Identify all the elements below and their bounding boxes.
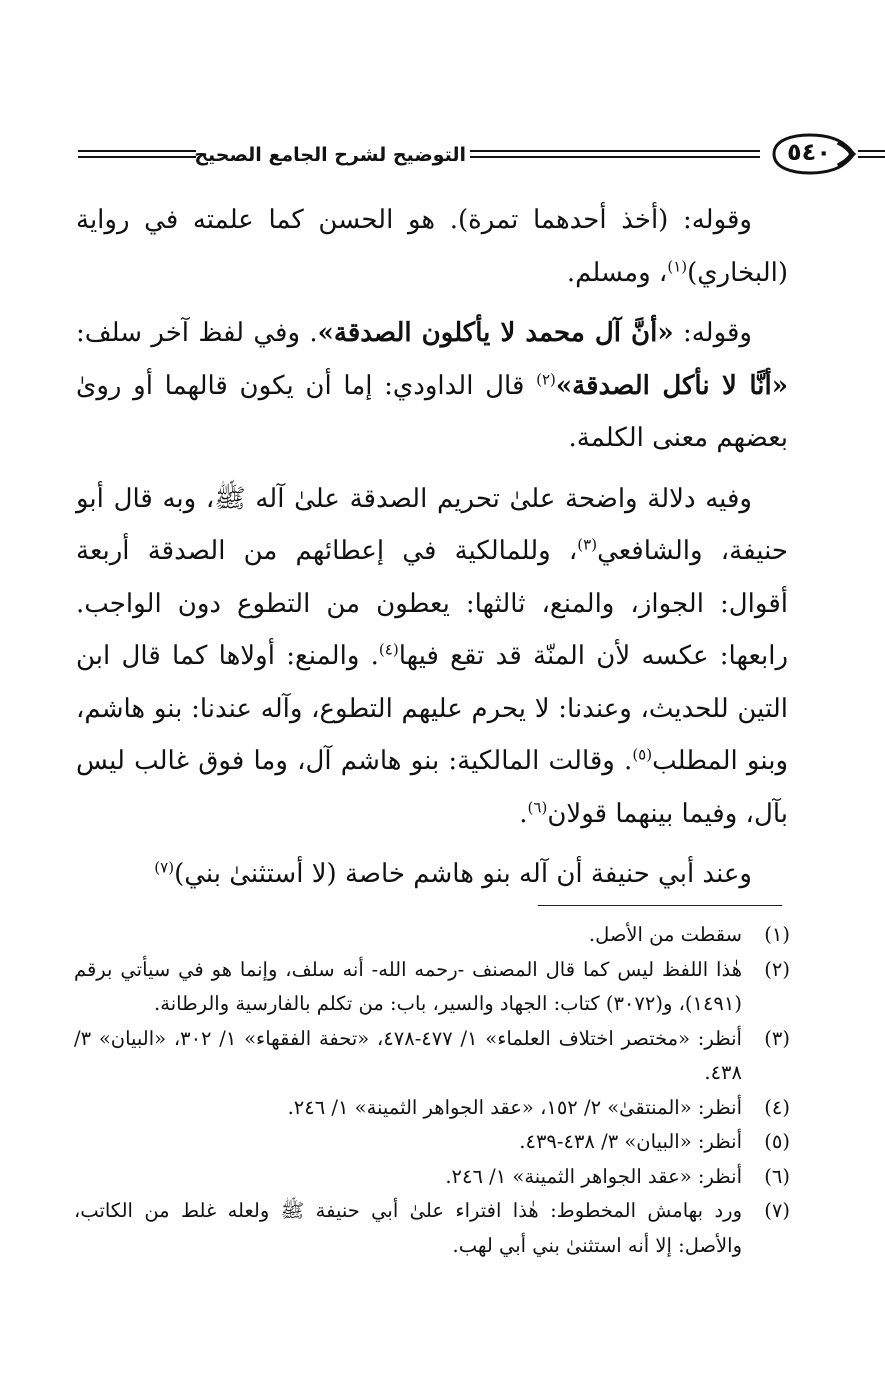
footnotes	[74, 918, 790, 1263]
footnote-marker: (٤)	[378, 640, 399, 659]
footnote-number: (١)	[764, 923, 790, 946]
footnote-marker: (١)	[667, 256, 688, 275]
header-rule	[470, 150, 760, 152]
footnote-text: ورد بهامش المخطوط: هٰذا افتراء علىٰ أبي حنيفة ﷺ ولعله غلط من الكاتب، والأصل: إلا أنه استثنىٰ بني أبي لهب.	[74, 1199, 742, 1257]
footnote-number: (٧)	[764, 1199, 790, 1222]
text-run: ، وللمالكية في إعطائهم من الصدقة أربعة أقوال: الجواز، والمنع، ثالثها: يعطون من التطوع دون الواجب. رابعها: عكسه لأن المنّة قد تقع فيها	[76, 536, 788, 671]
footnote	[74, 1125, 790, 1160]
footnote-number: (٥)	[764, 1130, 790, 1153]
text-run: . وفي لفظ آخر سلف:	[76, 318, 318, 348]
main-text	[76, 194, 788, 901]
footnote-number: (٣)	[764, 1026, 790, 1050]
footnote	[74, 1194, 790, 1263]
footnote-text: سقطت من الأصل.	[588, 923, 742, 946]
page-header	[72, 128, 831, 190]
header-rule	[470, 156, 760, 158]
footnote	[74, 918, 790, 953]
footnote-marker: (٥)	[632, 745, 653, 764]
footnote	[74, 1091, 790, 1126]
footnote-marker: (٣)	[577, 535, 598, 554]
text-run: وقوله:	[673, 318, 752, 348]
header-rule	[78, 156, 196, 158]
text-run: . وقالت المالكية: بنو هاشم آل، وما فوق غالب ليس بآل، وفيما بينهما قولان	[76, 746, 788, 829]
header-rule	[858, 150, 885, 152]
footnote-text: أنظر: «البيان» ٣/ ٤٣٨-٤٣٩.	[519, 1130, 742, 1153]
footnote-text: أنظر: «المنتقىٰ» ٢/ ١٥٢، «عقد الجواهر الثمينة» ١/ ٢٤٦.	[287, 1095, 742, 1119]
footnote-number: (٢)	[764, 957, 790, 981]
hadith-quote: «أنَّ آل محمد لا يأكلون الصدقة»	[317, 318, 674, 348]
paragraph-4	[76, 848, 788, 901]
footnote-marker: (٦)	[527, 797, 548, 816]
footnote	[74, 1160, 790, 1195]
page-number-frame	[762, 132, 856, 176]
text-run: وقوله: (أخذ أحدهما تمرة). هو الحسن كما علمته في رواية (البخاري)	[76, 205, 788, 288]
footnote-text: أنظر: «مختصر اختلاف العلماء» ١/ ٤٧٧-٤٧٨، «تحفة الفقهاء» ١/ ٣٠٢، «البيان» ٣/ ٤٣٨.	[74, 1026, 742, 1084]
footnote-separator	[538, 905, 782, 906]
footnote-marker: (٢)	[536, 369, 556, 388]
text-run: ، ومسلم.	[566, 257, 668, 288]
page-number: ٥٤٠	[787, 138, 831, 166]
footnote-number: (٦)	[764, 1164, 790, 1188]
footnote-number: (٤)	[764, 1095, 790, 1119]
header-rule	[858, 156, 885, 158]
paragraph-1	[76, 194, 788, 299]
paragraph-3	[76, 473, 788, 841]
header-rule	[78, 150, 196, 152]
footnote-text: هٰذا اللفظ ليس كما قال المصنف -رحمه الله- أنه سلف، وإنما هو في سيأتي برقم (١٤٩١)، و(٣٠٧٢) كتاب: الجهاد والسير، باب: من تكلم بالفارسية والرطانة.	[74, 957, 742, 1015]
text-run: . والمنع: أولاها كما قال ابن التين للحديث، وعندنا: لا يحرم عليهم التطوع، وآله عندنا: بنو هاشم، وبنو المطلب	[76, 641, 788, 776]
running-title: التوضيح لشرح الجامع الصحيح	[194, 144, 466, 166]
hadith-quote: «أنَّا لا نأكل الصدقة»	[555, 370, 788, 401]
footnote	[74, 1022, 790, 1091]
text-run: وعند أبي حنيفة أن آله بنو هاشم خاصة (لا أستثنىٰ بني)	[174, 859, 752, 889]
footnote-text: أنظر: «عقد الجواهر الثمينة» ١/ ٢٤٦.	[445, 1164, 742, 1188]
footnote	[74, 953, 790, 1022]
paragraph-2	[76, 307, 788, 465]
text-run: .	[519, 798, 528, 829]
text-run: قال الداودي: إما أن يكون قالهما أو روىٰ بعضهم معنى الكلمة.	[76, 370, 788, 453]
footnote-marker: (٧)	[154, 858, 175, 877]
text-run: وفيه دلالة واضحة علىٰ تحريم الصدقة علىٰ آله ﷺ، وبه قال أبو حنيفة، والشافعي	[76, 483, 788, 566]
